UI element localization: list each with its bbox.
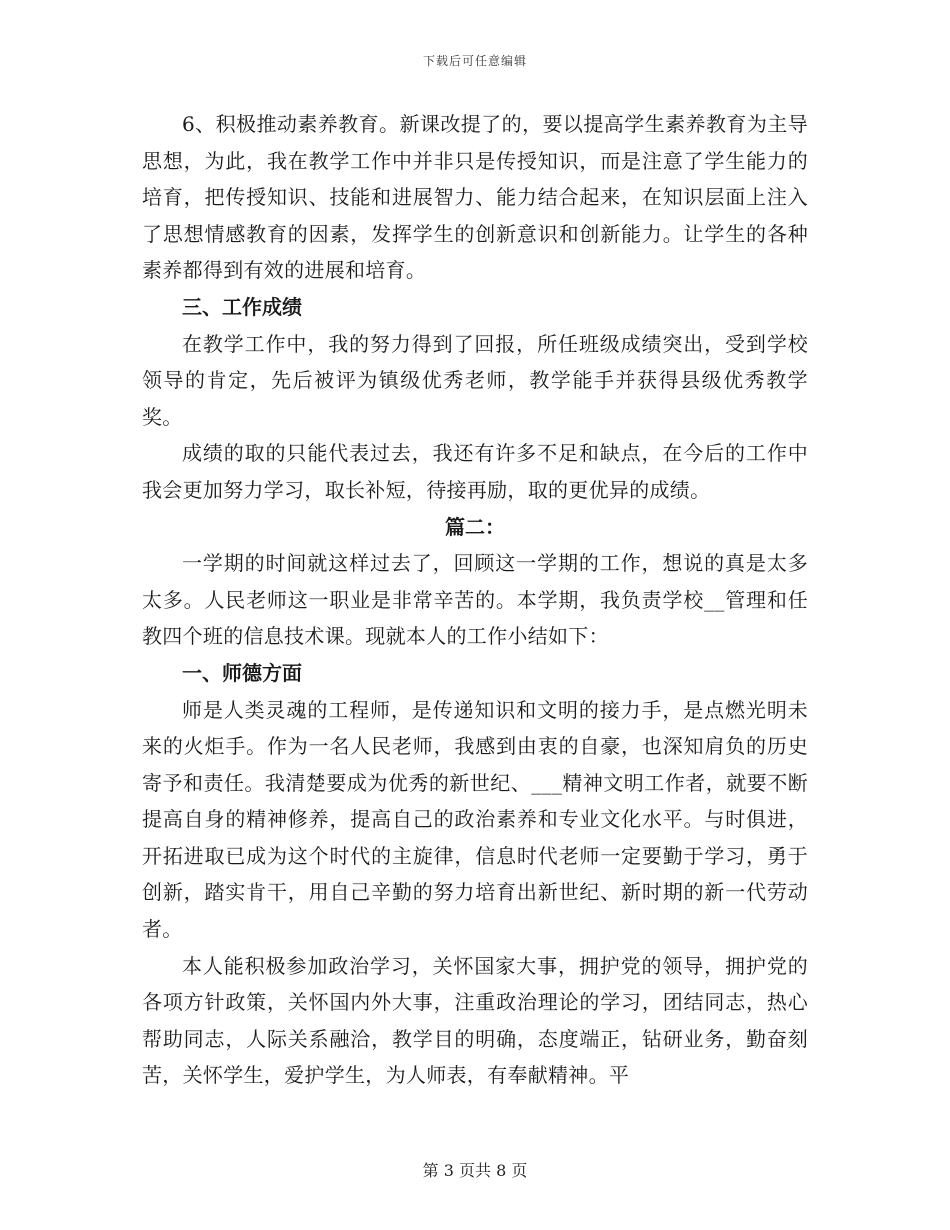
section-heading-ethics: 一、师德方面 [182,660,302,685]
part-two-heading: 篇二： [445,514,505,539]
document-body [142,106,808,1094]
section-heading-achievements: 三、工作成绩 [182,294,302,319]
paragraph-teacher-role: 师是人类灵魂的工程师，是传递知识和文明的接力手，是点燃光明未来的火炬手。作为一名人民老师，我感到由衷的自豪，也深知肩负的历史寄予和责任。我清楚要成为优秀的新世纪、___精神文明工作者，就要不断提高自身的精神修养，提高自己的政治素养和专业文化水平。与时俱进，开拓进取已成为这个时代的主旋律，信息时代老师一定要勤于学习，勇于创新，踏实肯干，用自己辛勤的努力培育出新世纪、新时期的新一代劳动者。 [142,697,808,942]
page-footer-page-number: 第 3 页共 8 页 [422,1161,528,1180]
paragraph-future: 成绩的取的只能代表过去，我还有许多不足和缺点，在今后的工作中我会更加努力学习，取长补短，待接再励，取的更优异的成绩。 [142,441,808,502]
paragraph-semester-intro: 一学期的时间就这样过去了，回顾这一学期的工作，想说的真是太多太多。人民老师这一职业是非常辛苦的。本学期，我负责学校__管理和任教四个班的信息技术课。现就本人的工作小结如下： [142,551,808,649]
paragraph-achievements: 在教学工作中，我的努力得到了回报，所任班级成绩突出，受到学校领导的肯定，先后被评为镇级优秀老师，教学能手并获得县级优秀教学奖。 [142,331,808,429]
paragraph-quality-education: 6、积极推动素养教育。新课改提了的，要以提高学生素养教育为主导思想，为此，我在教学工作中并非只是传授知识，而是注意了学生能力的培育，把传授知识、技能和进展智力、能力结合起来，在知识层面上注入了思想情感教育的因素，发挥学生的创新意识和创新能力。让学生的各种素养都得到有效的进展和培育。 [142,112,808,283]
page-header: 下载后可任意编辑 [422,54,527,68]
paragraph-political-study: 本人能积极参加政治学习，关怀国家大事，拥护党的领导，拥护党的各项方针政策，关怀国内外大事，注重政治理论的学习，团结同志，热心帮助同志，人际关系融洽，教学目的明确，态度端正，钻研业务，勤奋刻苦，关怀学生，爱护学生，为人师表，有奉献精神。平 [142,953,808,1088]
